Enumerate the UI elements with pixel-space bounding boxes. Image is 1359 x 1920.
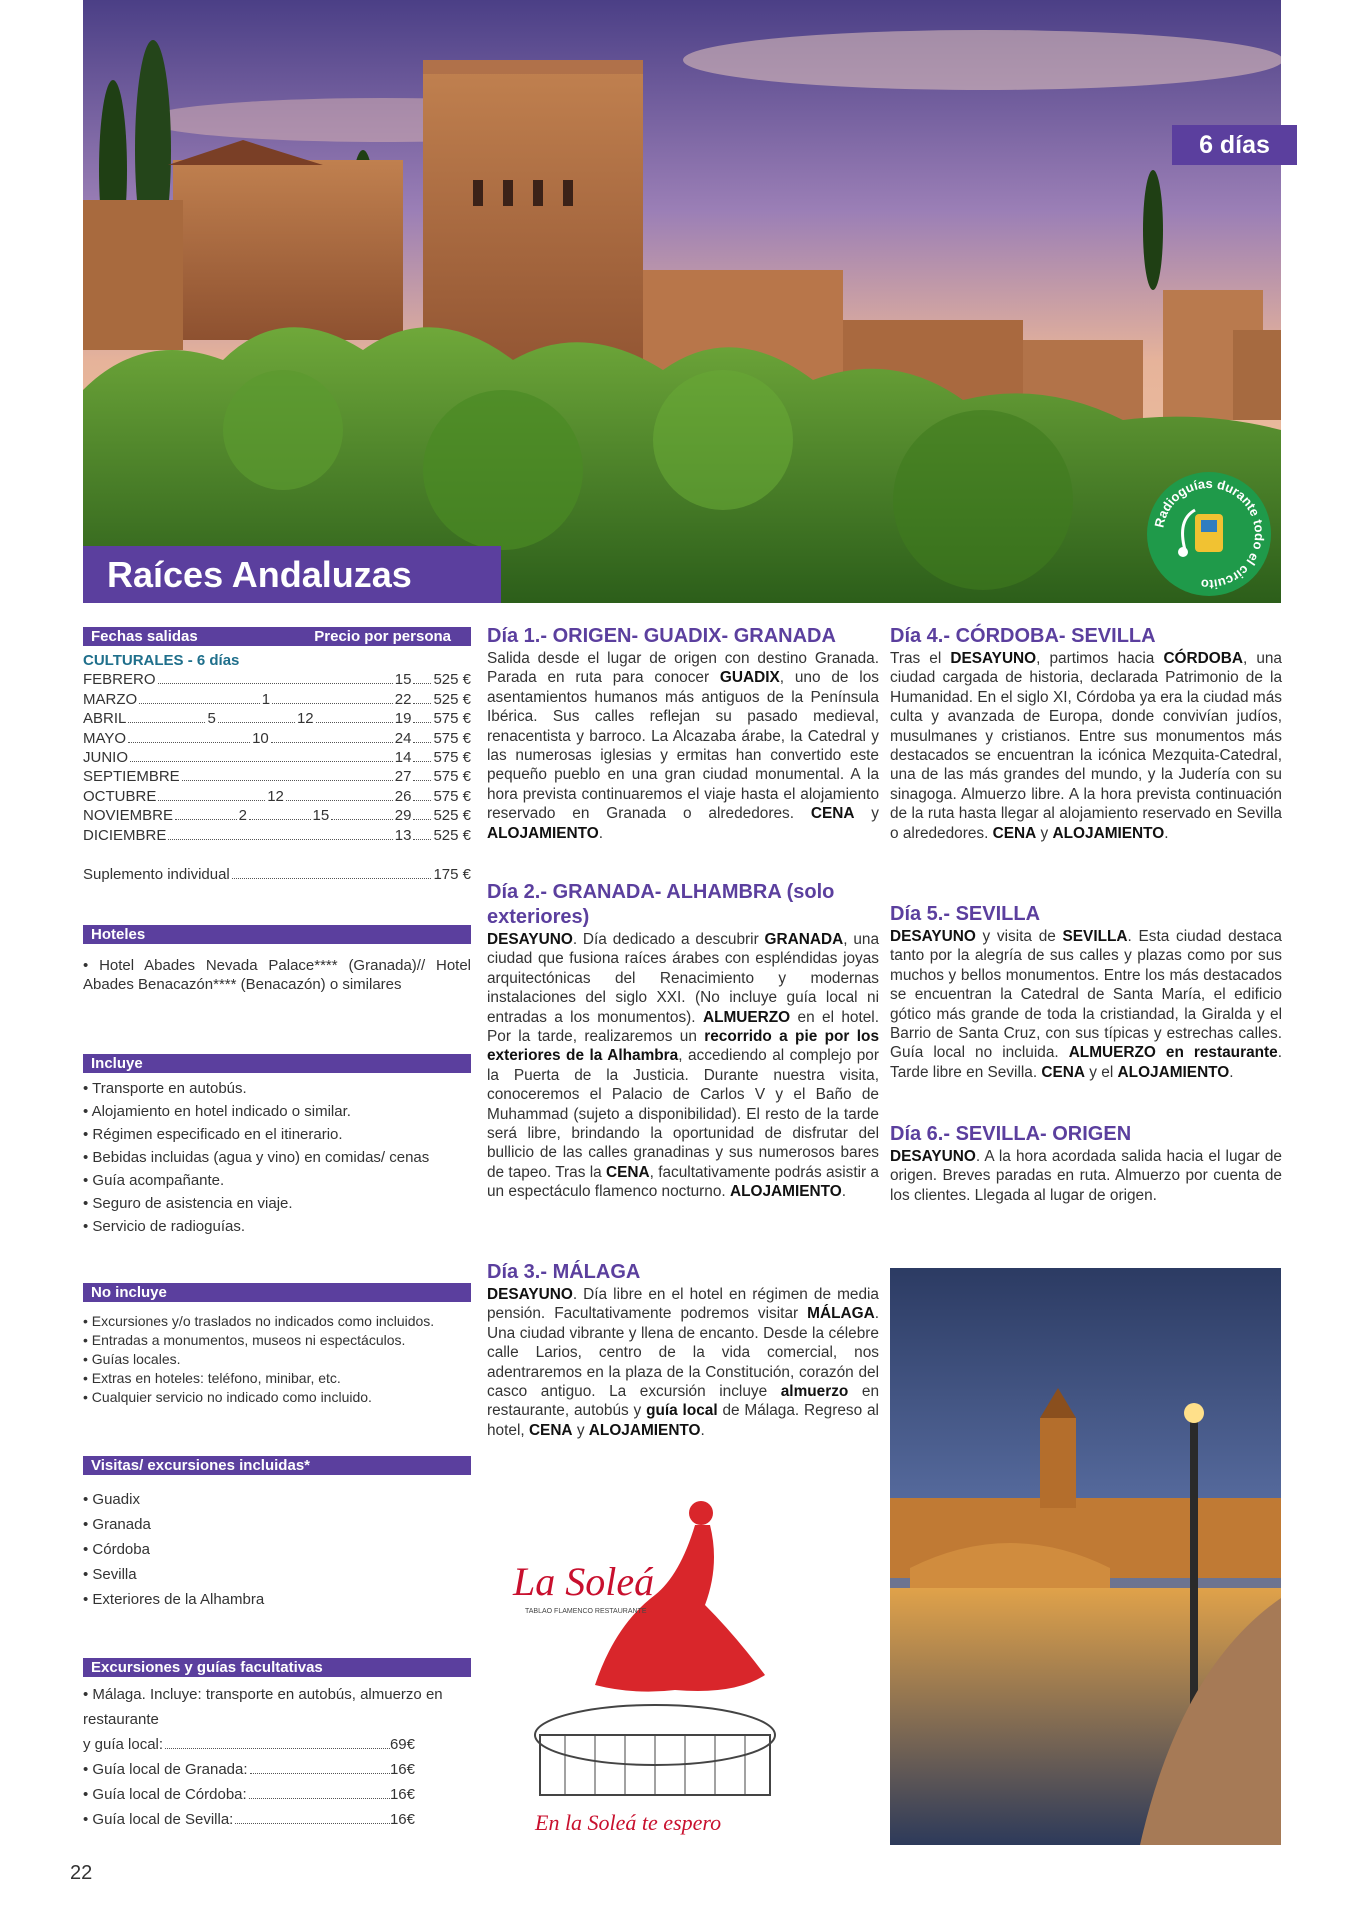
price-row-price: 525 € [433, 807, 472, 825]
not-included-item: • Excursiones y/o traslados no indicados como incluidos. [83, 1313, 435, 1329]
includes-item: • Bebidas incluidas (agua y vino) en comidas/ cenas [83, 1149, 430, 1166]
price-row-price: 575 € [433, 710, 471, 728]
price-row [83, 729, 471, 748]
price-row [83, 806, 471, 825]
day-3: Día 3.- MÁLAGA DESAYUNO. Día libre en el hotel en régimen de media pensión. Facultativamente podremos visitar MÁLAGA. Una ciudad vibrante y llena de encanto. Desde la célebre calle Larios, centro de la vida comercial, nos adentraremos en la plaza de la Constitución, corazón del casco antiguo. La excursión incluye almuerzo en restaurante, autobús y guía local de Málaga. Regreso al hotel, CENA y ALOJAMIENTO. [487, 1261, 880, 1439]
not-included-list [83, 1312, 471, 1407]
price-row-date: 14 [394, 748, 412, 766]
price-table [83, 651, 471, 884]
price-row-price: 575 € [433, 787, 472, 805]
price-row [83, 787, 471, 806]
price-row-date: 1 [261, 690, 271, 708]
price-row-date: 10 [252, 729, 269, 747]
price-row-date: 19 [394, 710, 412, 728]
la-solea-subtitle: TABLAO FLAMENCO RESTAURANTE [525, 1608, 647, 1615]
price-row-date: 12 [296, 710, 314, 728]
day-5: Día 5.- SEVILLA DESAYUNO y visita de SEVILLA. Esta ciudad destaca tanto por la alegría de sus calles y plazas como por sus muchos y bellos monumentos. Entre los más destacados se encuentran la Catedral de Santa María, el edificio gótico más grande de toda la cristiandad, la Giralda y el Barrio de Santa Cruz, con sus típicas y estrechas calles. Guía local no incluida. ALMUERZO en restaurante. Tarde libre en Sevilla. CENA y el ALOJAMIENTO. [890, 903, 1282, 1081]
supplement-row [83, 865, 471, 884]
prices-header-left: Fechas salidas [91, 628, 198, 645]
optional-intro: • Málaga. Incluye: transporte en autobús, almuerzo en restaurante [83, 1686, 443, 1728]
visits-header: Visitas/ excursiones incluidas* [83, 1456, 471, 1475]
visits-list [83, 1487, 471, 1612]
plaza-espana-photo [890, 1268, 1281, 1845]
price-row-price: 575 € [433, 748, 471, 766]
price-row-price: 525 € [433, 671, 471, 689]
page-number: 22 [70, 1862, 93, 1884]
price-rows [83, 670, 471, 845]
optional-item-label: • Guía local de Sevilla: [83, 1811, 234, 1828]
price-row-month: MAYO [83, 729, 127, 747]
price-row-price: 525 € [433, 826, 471, 844]
prices-header-right: Precio por persona [314, 628, 451, 645]
optional-items [83, 1732, 471, 1832]
optional-item [83, 1732, 471, 1757]
price-row-price: 575 € [433, 768, 471, 786]
price-row-month: MARZO [83, 690, 138, 708]
price-row-month: SEPTIEMBRE [83, 768, 180, 786]
price-row-date: 15 [312, 807, 330, 825]
price-row [83, 690, 471, 709]
price-row-date: 22 [394, 690, 412, 708]
price-row-month: OCTUBRE [83, 787, 157, 805]
includes-item: • Servicio de radioguías. [83, 1218, 246, 1235]
day-2-title: Día 2.- GRANADA- ALHAMBRA (solo exteriores) [487, 881, 835, 928]
optional-item [83, 1757, 471, 1782]
price-row-date: 29 [394, 807, 412, 825]
price-row-price: 525 € [433, 690, 471, 708]
visit-item: • Exteriores de la Alhambra [83, 1591, 265, 1608]
day-6: Día 6.- SEVILLA- ORIGEN DESAYUNO. A la hora acordada salida hacia el lugar de origen. Breves paradas en ruta. Almuerzo por cuenta de los clientes. Llegada al lugar de origen. [890, 1123, 1282, 1204]
price-category: CULTURALES - 6 días [83, 652, 240, 669]
optional-item-label: y guía local: [83, 1736, 164, 1753]
price-row-date: 5 [207, 710, 216, 728]
not-included-item: • Guías locales. [83, 1351, 181, 1367]
la-solea-brand: La Soleá [513, 1559, 655, 1604]
optional-item-price: 69€ [389, 1736, 415, 1753]
day-1: Día 1.- ORIGEN- GUADIX- GRANADA Salida desde el lugar de origen con destino Granada. Parada en ruta para conocer GUADIX, uno de los asentamientos humanos más antiguos de la Península Ibérica. Sus calles reflejan su pasado medieval, renacentista y barroco. La Alcazaba árabe, la Catedral y las numerosas iglesias y ermitas han convertido este pequeño pueblo en una gran ciudad monumental. A la hora prevista continuaremos el viaje hasta el alojamiento reservado en Granada o alrededores. CENA y ALOJAMIENTO. [487, 625, 879, 842]
hotels-text: • Hotel Abades Nevada Palace**** (Granada)// Hotel Abades Benacazón**** (Benacazón) o similares [83, 957, 471, 994]
includes-item: • Guía acompañante. [83, 1172, 225, 1189]
price-row-date: 2 [238, 807, 247, 825]
day-4: Día 4.- CÓRDOBA- SEVILLA Tras el DESAYUNO, partimos hacia CÓRDOBA, una ciudad cargada de historia, declarada Patrimonio de la Humanidad. En el siglo XI, Córdoba ya era la ciudad más culta y avanzada de Europa, donde convivían judíos, musulmanes y cristianos. Entre sus monumentos más destacados se encuentran la icónica Mezquita-Catedral, una de las más grandes del mundo, y la Judería con su sinagoga. Almuerzo libre. A la hora prevista continuación de la ruta hasta llegar al alojamiento reservado en Sevilla o alrededores. CENA y ALOJAMIENTO. [890, 625, 1282, 842]
includes-header: Incluye [83, 1054, 471, 1073]
optional-list [83, 1682, 471, 1832]
optional-item [83, 1782, 471, 1807]
price-row-date: 26 [394, 787, 412, 805]
la-solea-ad [505, 1485, 785, 1845]
optional-item-label: • Guía local de Córdoba: [83, 1786, 247, 1803]
price-row-date: 15 [394, 671, 412, 689]
price-row [83, 826, 471, 845]
price-row-month: FEBRERO [83, 671, 156, 689]
optional-item-price: 16€ [389, 1811, 415, 1828]
includes-item: • Seguro de asistencia en viaje. [83, 1195, 293, 1212]
day-2: Día 2.- GRANADA- ALHAMBRA (solo exteriores) DESAYUNO. Día dedicado a descubrir GRANADA, una ciudad que fusiona raíces árabes con espléndidas joyas arquitectónicas del Renacimiento y modernas instalaciones del siglo XXI. (No incluye guía local ni entradas a los monumentos). ALMUERZO en el hotel. Por la tarde, realizaremos un recorrido a pie por los exteriores de la Alhambra, accediendo al complejo por la Puerta de la Justicia. Durante nuestra visita, conoceremos el Palacio de Carlos V y el Baño de Muhammad (sujeto a disponibilidad). El resto de la tarde será libre, brindando la oportunidad de disfrutar del bullicio de las calles granadinas y sus numerosos bares de tapeo. Tras la CENA, facultativamente podrás asistir a un espectáculo flamenco nocturno. ALOJAMIENTO. [487, 881, 880, 1201]
la-solea-slogan: En la Soleá te espero [535, 1810, 722, 1835]
optional-header: Excursiones y guías facultativas [83, 1658, 471, 1677]
includes-item: • Alojamiento en hotel indicado o similar. [83, 1103, 351, 1120]
day-4-title: Día 4.- CÓRDOBA- SEVILLA [890, 625, 1156, 647]
not-included-item: • Entradas a monumentos, museos ni espectáculos. [83, 1332, 406, 1348]
day-3-title: Día 3.- MÁLAGA [487, 1261, 641, 1283]
not-included-item: • Extras en hoteles: teléfono, minibar, etc. [83, 1370, 341, 1386]
not-included-item: • Cualquier servicio no indicado como incluido. [83, 1389, 372, 1405]
supplement-price: 175 € [433, 865, 471, 883]
price-row [83, 767, 471, 786]
includes-list [83, 1077, 471, 1238]
optional-item-price: 16€ [389, 1786, 415, 1803]
visit-item: • Guadix [83, 1491, 140, 1508]
price-row-month: NOVIEMBRE [83, 807, 174, 825]
visit-item: • Sevilla [83, 1566, 137, 1583]
price-row [83, 709, 471, 728]
day-1-title: Día 1.- ORIGEN- GUADIX- GRANADA [487, 625, 836, 647]
includes-item: • Régimen especificado en el itinerario. [83, 1126, 343, 1143]
price-row-date: 13 [394, 826, 412, 844]
price-row [83, 748, 471, 767]
prices-header [83, 627, 471, 646]
day-5-title: Día 5.- SEVILLA [890, 903, 1041, 925]
visit-item: • Granada [83, 1516, 151, 1533]
radioguide-badge-text: Radioguías durante todo el circuito [1151, 475, 1268, 593]
headphones-icon [1145, 470, 1273, 598]
price-row-month: JUNIO [83, 748, 128, 766]
includes-item: • Transporte en autobús. [83, 1080, 247, 1097]
price-row [83, 670, 471, 689]
hero-image-alhambra [83, 0, 1281, 603]
visit-item: • Córdoba [83, 1541, 150, 1558]
optional-item-price: 16€ [389, 1761, 415, 1778]
optional-item [83, 1807, 471, 1832]
day-6-title: Día 6.- SEVILLA- ORIGEN [890, 1123, 1132, 1145]
price-row-date: 27 [394, 768, 412, 786]
hotels-header: Hoteles [83, 925, 471, 944]
not-included-header: No incluye [83, 1283, 471, 1302]
supplement-label: Suplemento individual [83, 865, 230, 883]
price-row-month: ABRIL [83, 710, 127, 728]
price-row-date: 24 [394, 729, 412, 747]
price-row-price: 575 € [433, 729, 472, 747]
duration-badge: 6 días [1172, 125, 1297, 165]
price-row-month: DICIEMBRE [83, 826, 167, 844]
price-row-date: 12 [267, 787, 284, 805]
optional-item-label: • Guía local de Granada: [83, 1761, 248, 1778]
page-title: Raíces Andaluzas [83, 546, 501, 603]
radioguide-badge [1145, 470, 1273, 598]
